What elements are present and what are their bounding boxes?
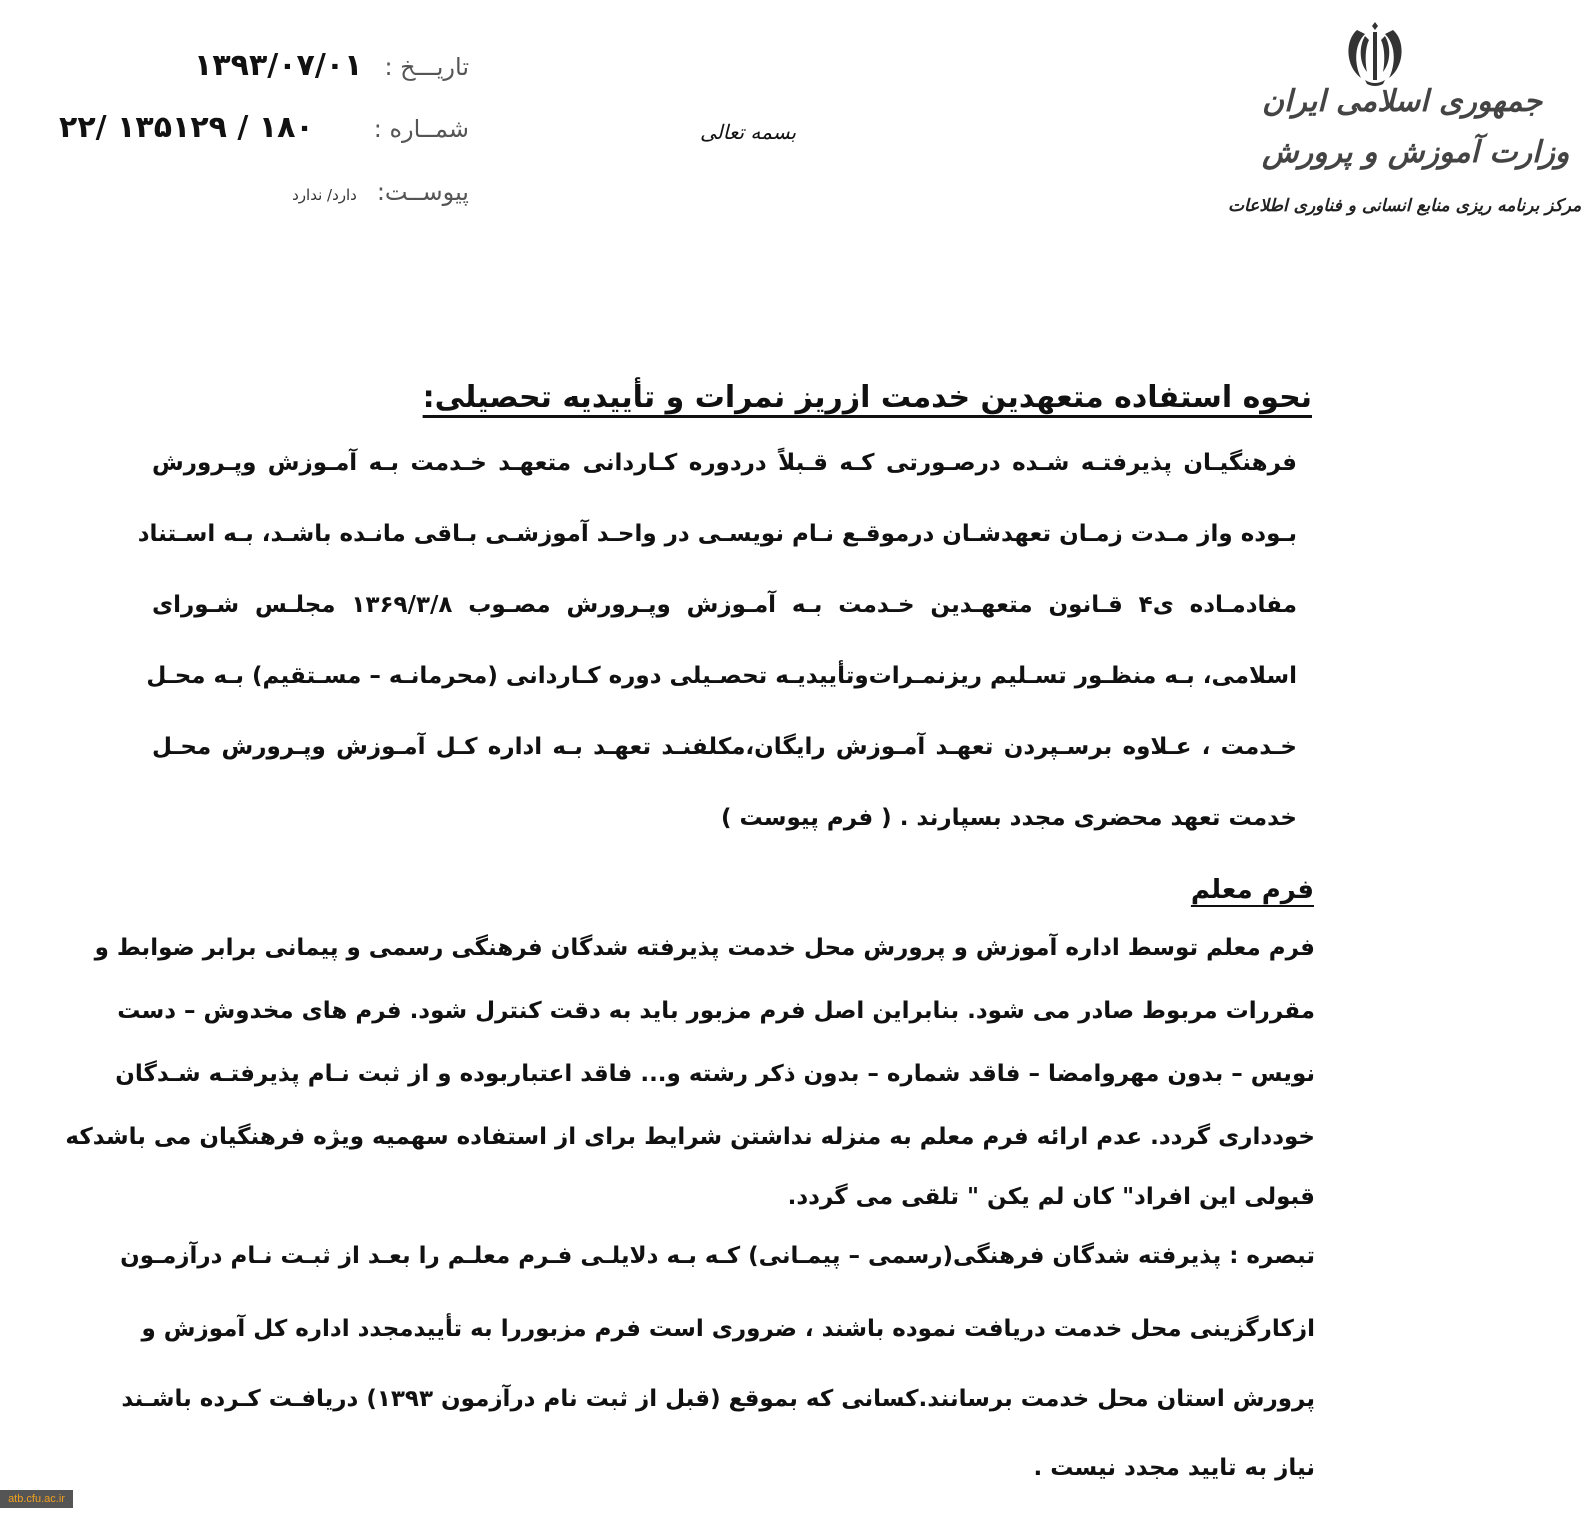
paragraph-line: فرهنگیـان پذیرفتـه شـده درصـورتی کـه قـبلاً دردوره کـاردانی متعهـد خـدمت بـه آمـوزش وپـرورش [152, 450, 1297, 476]
site-watermark: atb.cfu.ac.ir [0, 1490, 73, 1508]
paragraph-line: مفادمـاده ی۴ قـانون متعهـدین خـدمت بـه آمـوزش وپـرورش مصـوب ۱۳۶۹/۳/۸ مجلـس شـورای [152, 592, 1297, 618]
paragraph-line: فرم معلم توسط اداره آموزش و پرورش محل خدمت پذیرفته شدگان فرهنگی رسمی و پیمانی برابر ضوابط و [94, 935, 1315, 961]
date-label: تاریـــخ : [384, 53, 469, 81]
paragraph-line: خدمت تعهد محضری مجدد بسپارند . ( فرم پیوست ) [721, 805, 1297, 831]
attachment-label: پیوســت: [376, 178, 469, 206]
note-line: ازکارگزینی محل خدمت دریافت نموده باشند ، ضروری است فرم مزبوررا به تأییدمجدد اداره کل آموزش و [141, 1316, 1315, 1342]
paragraph-line: خـدمت ، عـلاوه برسـپردن تعهـد آمـوزش رایگان،مکلفنـد تعهـد بـه اداره کـل آمـوزش وپـرورش محـل [152, 734, 1297, 760]
attachment-value: دارد/ ندارد [292, 186, 357, 204]
logo-title-republic: جمهوری اسلامی ایران [1262, 84, 1543, 119]
number-row [59, 110, 469, 145]
paragraph-line: نویس – بدون مهروامضا – فاقد شماره – بدون ذکر رشته و... فاقد اعتباربوده و از ثبت نـام پذیرفتـه شـدگان [115, 1061, 1315, 1087]
basmala: بسمه تعالی [700, 120, 797, 144]
date-value: ۱۳۹۳/۰۷/۰۱ [194, 48, 363, 83]
number-label: شمــاره : [373, 115, 469, 143]
number-value: ۱۸۰ / ۱۳۵۱۲۹ /۲۲ [59, 110, 314, 145]
section-title-transcript: نحوه استفاده متعهدین خدمت ازریز نمرات و تأییدیه تحصیلی: [422, 380, 1312, 415]
attachment-row [292, 178, 469, 206]
logo-title-ministry: وزارت آموزش و پرورش [1262, 135, 1570, 170]
note-line: تبصره : پذیرفته شدگان فرهنگی(رسمی – پیمـانی) کـه بـه دلایلـی فـرم معلـم را بعـد از ثبـت نـام درآزمـون [120, 1243, 1315, 1269]
logo-subtitle-center: مرکز برنامه ریزی منابع انسانی و فناوری اطلاعات [1228, 196, 1582, 216]
iran-emblem-icon [1335, 18, 1415, 88]
paragraph-line: خودداری گردد. عدم ارائه فرم معلم به منزله نداشتن شرایط برای از استفاده سهمیه ویژه فرهنگیان می باشدکه [65, 1124, 1315, 1150]
date-row [194, 48, 469, 83]
paragraph-line: مقررات مربوط صادر می شود. بنابراین اصل فرم مزبور باید به دقت کنترل شود. فرم های مخدوش – دست [117, 998, 1315, 1024]
note-line: پرورش استان محل خدمت برسانند.کسانی که بموقع (قبل از ثبت نام درآزمون ۱۳۹۳) دریافـت کـرده باشـند [121, 1386, 1315, 1412]
note-line: نیاز به تایید مجدد نیست . [1033, 1455, 1315, 1481]
paragraph-line: قبولی این افراد" کان لم یکن " تلقی می گردد. [787, 1184, 1315, 1210]
paragraph-line: بـوده واز مـدت زمـان تعهدشـان درموقـع نـام نویسـی در واحـد آموزشـی بـاقی مانـده باشـد، بـه اسـتناد [137, 521, 1297, 547]
paragraph-line: اسلامی، بـه منظـور تسـلیم ریزنمـرات‌وتأییدیـه تحصـیلی دوره کـاردانی (محرمانـه – مسـتقیم) بـه محـل [146, 663, 1297, 689]
section-title-teacher-form: فرم معلم [1190, 875, 1314, 905]
